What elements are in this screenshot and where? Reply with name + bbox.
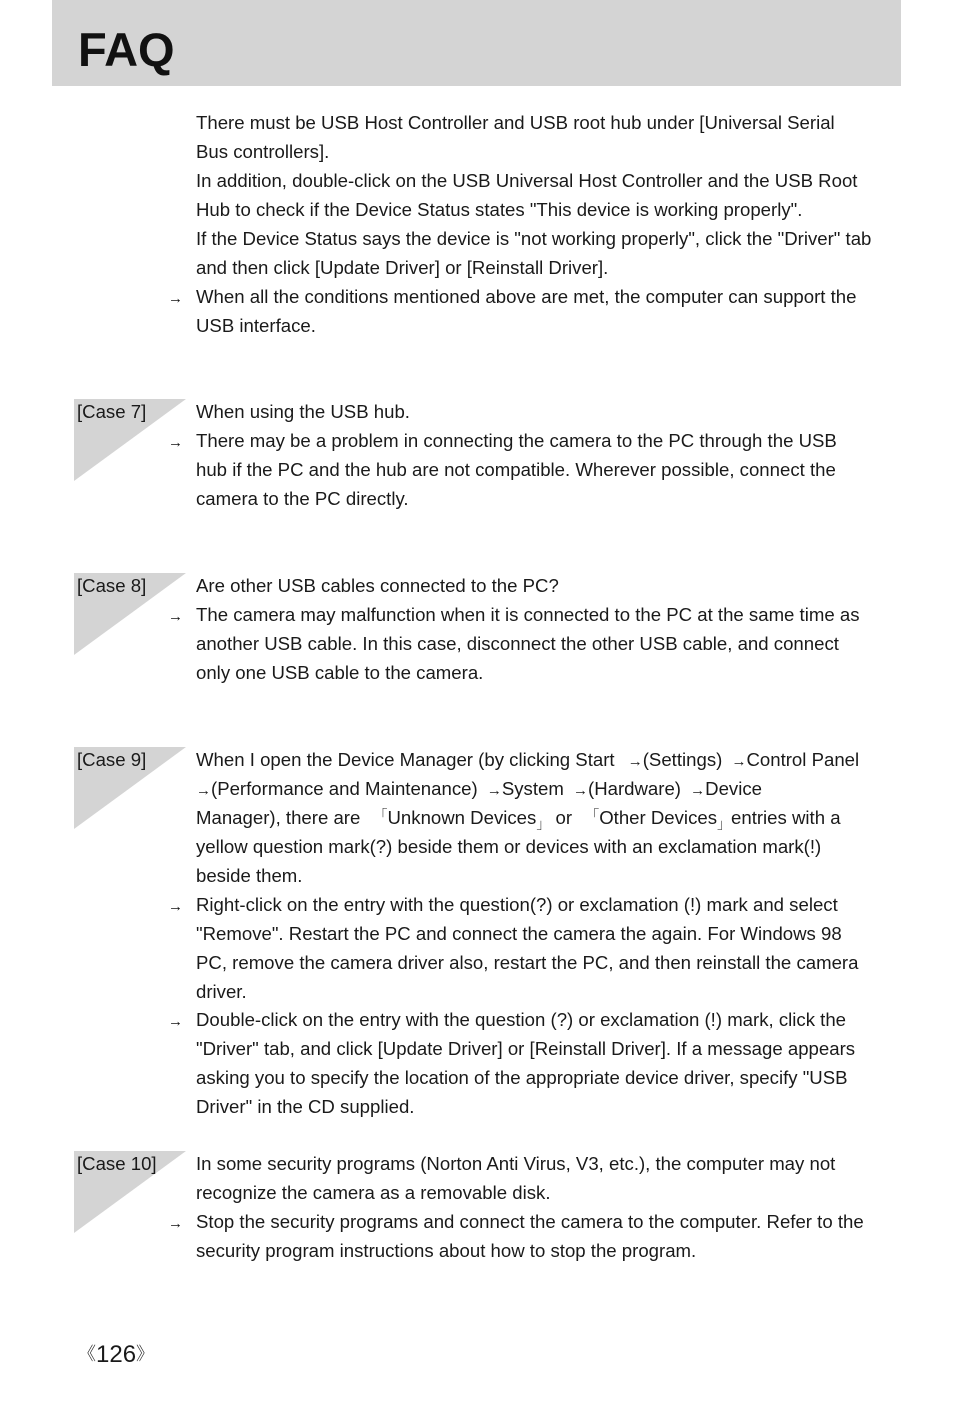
q-text: entries with a: [731, 807, 841, 828]
arrow-icon: →: [731, 753, 747, 770]
intro-line: Bus controllers].: [196, 141, 330, 162]
q-text: Other Devices: [599, 807, 718, 828]
case-10-question-line: recognize the camera as a removable disk.: [196, 1182, 551, 1203]
corner-bracket-close: 」: [536, 816, 551, 832]
arrow-icon: →: [168, 1215, 183, 1232]
q-text: When I open the Device Manager (by clicking Start: [196, 749, 620, 770]
case-9-answer-line: Driver" in the CD supplied.: [196, 1096, 415, 1117]
intro-result: [196, 282, 886, 340]
case-9-question-line: beside them.: [196, 865, 303, 886]
arrow-icon: →: [168, 1013, 183, 1030]
intro-paragraph: [196, 108, 886, 282]
case-7-answer-line: hub if the PC and the hub are not compatible. Wherever possible, connect the: [196, 459, 836, 480]
page-title: FAQ: [78, 23, 175, 76]
case-8-answer-line: another USB cable. In this case, disconnect the other USB cable, and connect: [196, 633, 839, 654]
case-9-answer-line: Double-click on the entry with the question (?) or exclamation (!) mark, click the: [196, 1009, 847, 1030]
arrow-icon: →: [486, 782, 502, 799]
case-9-question-line: [196, 803, 886, 832]
chevron-left-icon: 《: [78, 1344, 96, 1364]
chevron-right-icon: 》: [136, 1344, 155, 1364]
case-8-answer: [196, 600, 886, 687]
case-9-answer-line: driver.: [196, 981, 247, 1002]
case-9-question-line: yellow question mark(?) beside them or devices with an exclamation mark(!): [196, 836, 822, 857]
arrow-icon: →: [196, 782, 211, 799]
intro-line: There must be USB Host Controller and USB root hub under [Universal Serial: [196, 112, 835, 133]
case-9-question-line: [196, 774, 886, 803]
case-7-question: [196, 397, 886, 426]
intro-line: Hub to check if the Device Status states "This device is working properly".: [196, 199, 803, 220]
case-7-question-line: When using the USB hub.: [196, 401, 410, 422]
q-text: Unknown Devices: [387, 807, 537, 828]
q-text: (Performance and Maintenance): [211, 778, 483, 799]
case-9-answer-2: [196, 1005, 886, 1121]
q-text: (Hardware): [588, 778, 687, 799]
case-8-answer-line: The camera may malfunction when it is connected to the PC at the same time as: [196, 604, 860, 625]
case-9-answer-line: "Driver" tab, and click [Update Driver] or [Reinstall Driver]. If a message appears: [196, 1038, 856, 1059]
arrow-icon: →: [168, 608, 183, 625]
arrow-icon: →: [627, 753, 643, 770]
corner-bracket-open: 「: [373, 807, 388, 823]
case-8-question-line: Are other USB cables connected to the PC?: [196, 575, 559, 596]
arrow-icon: →: [168, 898, 183, 915]
arrow-icon: →: [168, 290, 183, 307]
intro-result-line: When all the conditions mentioned above are met, the computer can support the: [196, 286, 857, 307]
case-8-answer-line: only one USB cable to the camera.: [196, 662, 484, 683]
q-text: System: [501, 778, 569, 799]
case-8-label: [Case 8]: [77, 575, 147, 596]
case-7-label: [Case 7]: [77, 401, 147, 422]
q-text: or: [550, 807, 578, 828]
q-text: Device: [705, 778, 762, 799]
case-7-answer-line: There may be a problem in connecting the camera to the PC through the USB: [196, 430, 837, 451]
case-9-answer-line: "Remove". Restart the PC and connect the camera the again. For Windows 98: [196, 923, 842, 944]
corner-bracket-close: 」: [717, 816, 732, 832]
case-10-label: [Case 10]: [77, 1153, 157, 1174]
intro-line: In addition, double-click on the USB Universal Host Controller and the USB Root: [196, 170, 858, 191]
case-9-label: [Case 9]: [77, 749, 147, 770]
case-9-question-line: [196, 745, 886, 774]
case-9-answer-line: asking you to specify the location of the appropriate device driver, specify "USB: [196, 1067, 848, 1088]
case-10-answer-line: security program instructions about how to stop the program.: [196, 1240, 697, 1261]
intro-line: and then click [Update Driver] or [Reinstall Driver].: [196, 257, 609, 278]
page-header: [52, 0, 901, 86]
intro-line: If the Device Status says the device is "not working properly", click the "Driver" tab: [196, 228, 872, 249]
case-7-answer-line: camera to the PC directly.: [196, 488, 409, 509]
corner-bracket-open: 「: [585, 807, 600, 823]
case-9-answer-line: Right-click on the entry with the question(?) or exclamation (!) mark and select: [196, 894, 838, 915]
case-9-answer-line: PC, remove the camera driver also, restart the PC, and then reinstall the camera: [196, 952, 859, 973]
q-text: Control Panel: [746, 749, 860, 770]
case-10-answer-line: Stop the security programs and connect the camera to the computer. Refer to the: [196, 1211, 864, 1232]
case-9-answer-1: [196, 890, 886, 1006]
q-text: Manager), there are: [196, 807, 366, 828]
arrow-icon: →: [690, 782, 706, 799]
arrow-icon: →: [168, 434, 183, 451]
case-9-question: [196, 745, 886, 890]
page-number-value: 126: [96, 1341, 137, 1368]
case-10-question: [196, 1149, 886, 1207]
case-10-question-line: In some security programs (Norton Anti Virus, V3, etc.), the computer may not: [196, 1153, 836, 1174]
intro-result-line: USB interface.: [196, 315, 316, 336]
page-number: [78, 1340, 154, 1371]
case-8-question: [196, 571, 886, 600]
arrow-icon: →: [573, 782, 588, 799]
case-10-answer: [196, 1207, 886, 1265]
q-text: (Settings): [642, 749, 728, 770]
case-7-answer: [196, 426, 886, 513]
